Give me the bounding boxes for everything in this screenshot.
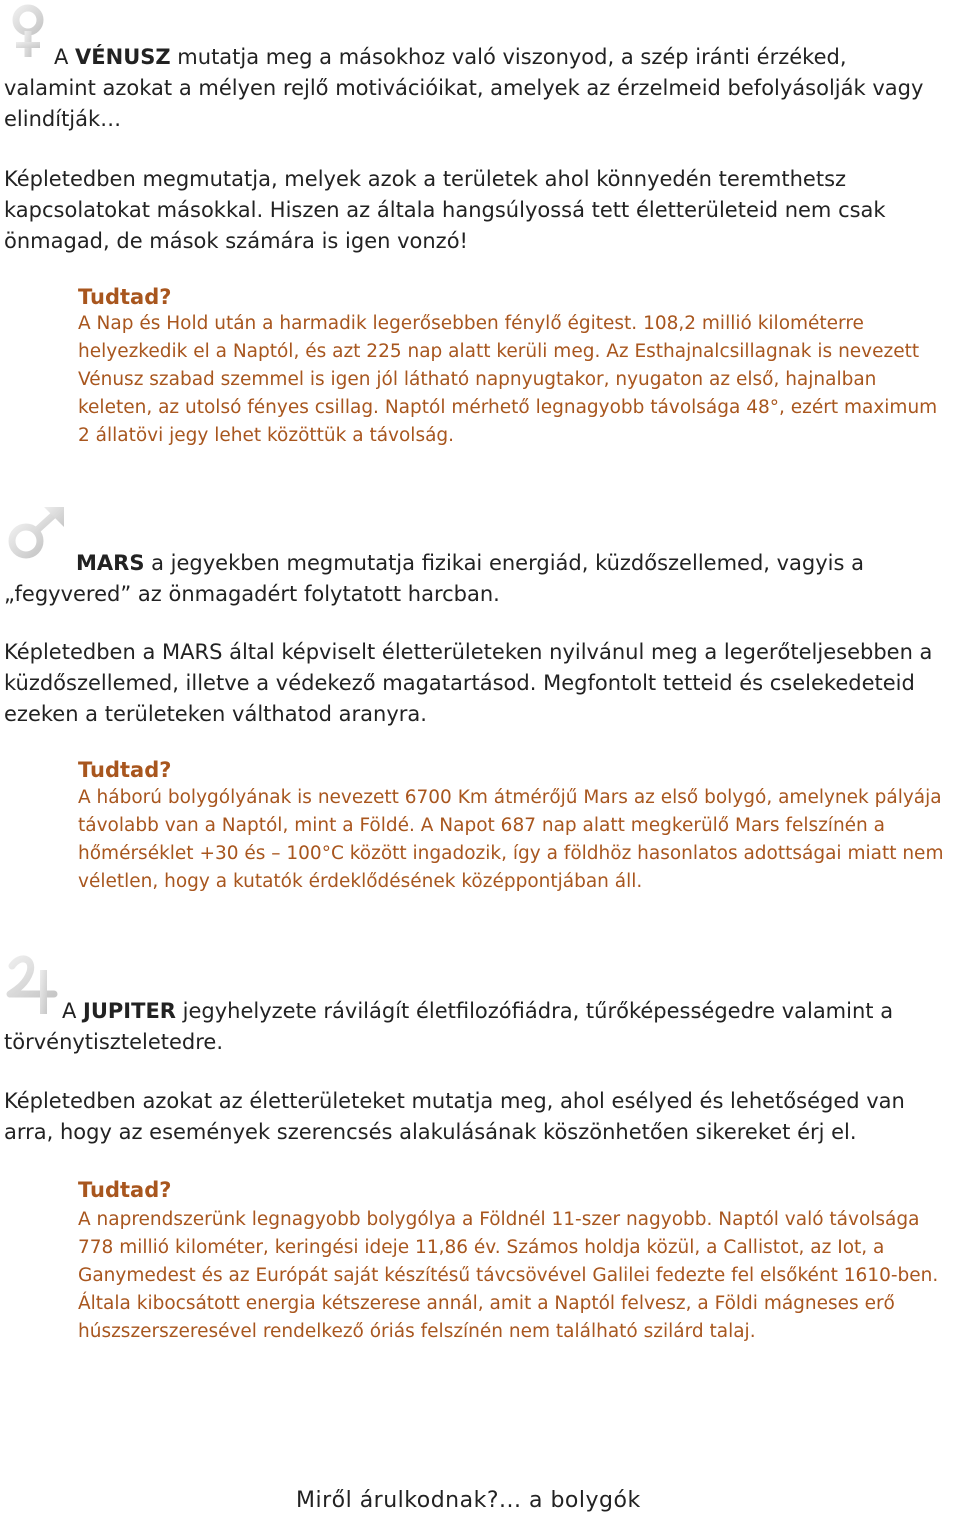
venus-title: VÉNUSZ bbox=[75, 45, 171, 69]
jupiter-intro-prefix: A bbox=[62, 999, 84, 1023]
venus-tudtad-text: A Nap és Hold után a harmadik legerősebben fénylő égitest. 108,2 millió kilométerre helyezkedik el a Naptól, és azt 225 nap alatt kerüli meg. Az Esthajnalcsillagnak is nevezett Vénusz szabad szemmel is igen jól látható napnyugtakor, nyugaton az első, hajnalban keleten, az utolsó fényes csillag. Naptól mérhető legnagyobb távolsága 48°, ezért maximum 2 állatövi jegy lehet közöttük a távolság. bbox=[78, 313, 938, 446]
jupiter-intro-text: jegyhelyzete rávilágít életfilozófiádra, tűrőképességedre valamint a törvénytiszteletedre. bbox=[4, 999, 894, 1054]
mars-title: MARS bbox=[76, 551, 145, 575]
venus-intro bbox=[4, 42, 944, 135]
venus-body: Képletedben megmutatja, melyek azok a területek ahol könnyedén teremthetsz kapcsolatokat másokkal. Hiszen az általa hangsúlyossá tett életterületeid nem csak önmagad, de mások számára is igen vonzó! bbox=[4, 167, 886, 253]
jupiter-body: Képletedben azokat az életterületeket mutatja meg, ahol esélyed és lehetőséged van arra, hogy az események szerencsés alakulásának köszönhetően sikereket érj el. bbox=[4, 1089, 905, 1144]
mars-tudtad-text: A háború bolygólyának is nevezett 6700 Km átmérőjű Mars az első bolygó, amelynek pályája távolabb van a Naptól, mint a Földé. A Napot 687 nap alatt megkerülő Mars felszínén a hőmérséklet +30 és – 100°C között ingadozik, így a földhöz hasonlatos adottságai miatt nem véletlen, hogy a kutatók érdeklődésének középpontjában áll. bbox=[78, 787, 944, 892]
jupiter-tudtad-text: A naprendszerünk legnagyobb bolygólya a Földnél 11-szer nagyobb. Naptól való távolsága 778 millió kilométer, keringési ideje 11,86 év. Számos holdja közül, a Callistot, az Iot, a Ganymedest és az Európát saját készítésű távcsövével Galilei fedezte fel elsőként 1610-ben. Általa kibocsátott energia kétszerese annál, amit a Naptól felvesz, a Földi mágneses erő húszszerszeresével rendelkező óriás felszínén nem található szilárd talaj. bbox=[78, 1209, 939, 1342]
venus-tudtad-title: Tudtad? bbox=[78, 285, 172, 309]
jupiter-tudtad-title: Tudtad? bbox=[78, 1178, 172, 1202]
mars-intro-text: a jegyekben megmutatja fizikai energiád, küzdőszellemed, vagyis a „fegyvered” az önmagadért folytatott harcban. bbox=[4, 551, 865, 606]
jupiter-intro bbox=[4, 996, 954, 1058]
page-footer: Miről árulkodnak?... a bolygók bbox=[296, 1488, 641, 1513]
mars-body: Képletedben a MARS által képviselt életterületeken nyilvánul meg a legerőteljesebben a küzdőszellemed, illetve a védekező magatartásod. Megfontolt tetteid és cselekedeteid ezeken a területeken válthatod aranyra. bbox=[4, 640, 933, 726]
venus-intro-prefix: A bbox=[54, 45, 76, 69]
mars-tudtad-title: Tudtad? bbox=[78, 758, 172, 782]
mars-intro bbox=[4, 548, 944, 610]
venus-intro-text: mutatja meg a másokhoz való viszonyod, a szép iránti érzéked, valamint azokat a mélyen rejlő motivációikat, amelyek az érzelmeid befolyásolják vagy elindítják… bbox=[4, 45, 924, 131]
jupiter-title: JUPITER bbox=[83, 999, 176, 1023]
